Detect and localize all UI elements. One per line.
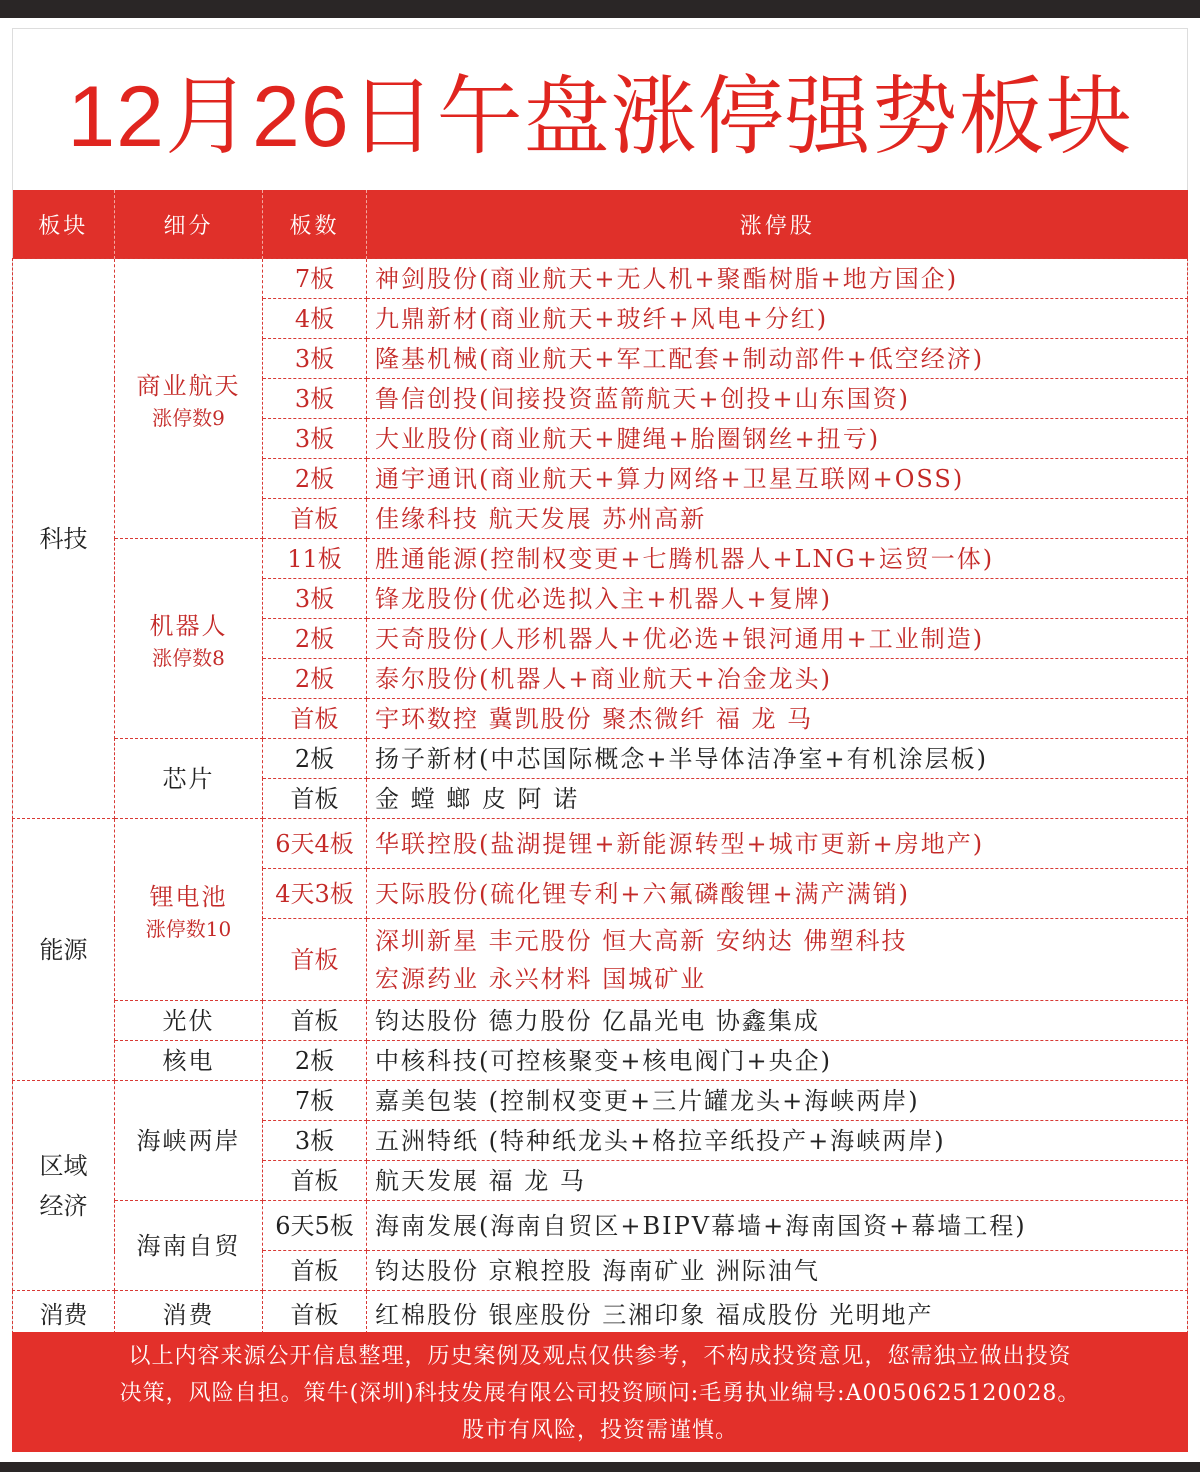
stocks-cell: [367, 259, 1188, 299]
stocks-cell: [367, 339, 1188, 379]
sector-cell: 能源: [13, 819, 115, 1081]
stock-list: 宏源药业 永兴材料 国城矿业: [375, 964, 707, 993]
stock-list: 隆基机械(商业航天+军工配套+制动部件+低空经济): [375, 344, 985, 373]
disclaimer: [12, 1332, 1188, 1452]
stock-list: 华联控股(盐湖提锂+新能源转型+城市更新+房地产): [375, 829, 985, 858]
boards-cell: 首板: [263, 919, 367, 1001]
stock-list: 中核科技(可控核聚变+核电阀门+央企): [375, 1046, 832, 1075]
boards-cell: 3板: [263, 339, 367, 379]
subsector-cell: [115, 819, 263, 1001]
subsector-name: 商业航天: [136, 371, 241, 400]
subsector-cell: [115, 739, 263, 819]
table-row: [13, 1001, 1188, 1041]
top-bar: [0, 0, 1200, 18]
subsector-name: 核电: [162, 1046, 215, 1075]
table-row: [13, 539, 1188, 579]
stock-list: 大业股份(商业航天+腱绳+胎圈钢丝+扭亏): [375, 424, 881, 453]
stock-list: 海南发展(海南自贸区+BIPV幕墙+海南国资+幕墙工程): [375, 1211, 1027, 1240]
limit-up-count: 涨停数10: [145, 916, 232, 941]
stock-list: 九鼎新材(商业航天+玻纤+风电+分红): [375, 304, 829, 333]
stock-list: 红棉股份 银座股份 三湘印象 福成股份 光明地产: [375, 1300, 934, 1329]
boards-cell: 2板: [263, 459, 367, 499]
boards-cell: 2板: [263, 739, 367, 779]
stocks-cell: [367, 1041, 1188, 1081]
stocks-cell: [367, 539, 1188, 579]
limit-up-count: 涨停数8: [152, 645, 225, 670]
boards-cell: 7板: [263, 1081, 367, 1121]
boards-cell: 2板: [263, 619, 367, 659]
subsector-name: 光伏: [162, 1006, 215, 1035]
boards-cell: 首板: [263, 1001, 367, 1041]
stocks-cell: [367, 739, 1188, 779]
stocks-cell: [367, 299, 1188, 339]
boards-cell: 4板: [263, 299, 367, 339]
table-header: [13, 190, 1188, 259]
subsector-cell: [115, 1201, 263, 1291]
stocks-cell: [367, 779, 1188, 819]
boards-cell: 首板: [263, 1291, 367, 1339]
stock-list: 锋龙股份(优必选拟入主+机器人+复牌): [375, 584, 832, 613]
stock-list: 泰尔股份(机器人+商业航天+冶金龙头): [375, 664, 832, 693]
table-row: [13, 1201, 1188, 1251]
header-boards: 板数: [263, 190, 367, 259]
subsector-cell: [115, 1041, 263, 1081]
stocks-cell: [367, 1201, 1188, 1251]
table-row: [13, 1041, 1188, 1081]
stocks-cell: [367, 579, 1188, 619]
subsector-name: 海峡两岸: [136, 1126, 241, 1155]
stocks-cell: [367, 1251, 1188, 1291]
subsector-name: 芯片: [162, 764, 215, 793]
subsector-cell: [115, 1001, 263, 1041]
stock-list: 钧达股份 京粮控股 海南矿业 洲际油气: [375, 1256, 820, 1285]
stock-list: 金 螳 螂 皮 阿 诺: [375, 784, 580, 813]
stock-list: 胜通能源(控制权变更+七腾机器人+LNG+运贸一体): [375, 544, 995, 573]
boards-cell: 首板: [263, 1251, 367, 1291]
boards-cell: 首板: [263, 1161, 367, 1201]
table-row: [13, 1081, 1188, 1121]
disclaimer-line: 以上内容来源公开信息整理，历史案例及观点仅供参考，不构成投资意见，您需独立做出投资: [128, 1344, 1072, 1369]
boards-cell: 3板: [263, 579, 367, 619]
boards-cell: 7板: [263, 259, 367, 299]
header-sector: 板块: [13, 190, 115, 259]
stock-list: 天奇股份(人形机器人+优必选+银河通用+工业制造): [375, 624, 985, 653]
subsector-cell: [115, 539, 263, 739]
boards-cell: 首板: [263, 699, 367, 739]
stock-list: 鲁信创投(间接投资蓝箭航天+创投+山东国资): [375, 384, 910, 413]
boards-cell: 6天4板: [263, 819, 367, 869]
boards-cell: 2板: [263, 659, 367, 699]
header-subsector: 细分: [115, 190, 263, 259]
boards-cell: 首板: [263, 499, 367, 539]
stocks-cell: [367, 1121, 1188, 1161]
boards-cell: 3板: [263, 419, 367, 459]
stocks-cell: [367, 459, 1188, 499]
stock-list: 航天发展 福 龙 马: [375, 1166, 586, 1195]
subsector-cell: [115, 1081, 263, 1201]
stock-list: 嘉美包装 (控制权变更+三片罐龙头+海峡两岸): [375, 1086, 920, 1115]
stocks-cell: [367, 819, 1188, 869]
subsector-cell: [115, 259, 263, 539]
header-stocks: 涨停股: [367, 190, 1188, 259]
table-row: [13, 259, 1188, 299]
page-title: 12月26日午盘涨停强势板块: [67, 69, 1133, 165]
subsector-name: 机器人: [149, 611, 228, 640]
stocks-cell: [367, 699, 1188, 739]
subsector-name: 锂电池: [149, 882, 228, 911]
table-row: [13, 819, 1188, 869]
boards-cell: 首板: [263, 779, 367, 819]
stock-list: 五洲特纸 (特种纸龙头+格拉辛纸投产+海峡两岸): [375, 1126, 946, 1155]
bottom-bar: [0, 1462, 1200, 1472]
sector-cell: 区域经济: [13, 1081, 115, 1291]
stocks-cell: [367, 659, 1188, 699]
stocks-cell: [367, 1081, 1188, 1121]
disclaimer-line: 股市有风险，投资需谨慎。: [461, 1418, 738, 1443]
stock-list: 通宇通讯(商业航天+算力网络+卫星互联网+OSS): [375, 464, 965, 493]
stock-list: 天际股份(硫化锂专利+六氟磷酸锂+满产满销): [375, 879, 910, 908]
table-body: [13, 259, 1188, 1339]
boards-cell: 2板: [263, 1041, 367, 1081]
stocks-cell: [367, 499, 1188, 539]
sector-cell: 消费: [13, 1291, 115, 1339]
sector-cell: 科技: [13, 259, 115, 819]
stock-list: 扬子新材(中芯国际概念+半导体洁净室+有机涂层板): [375, 744, 988, 773]
subsector-name: 海南自贸: [136, 1231, 241, 1260]
table-row: [13, 739, 1188, 779]
stock-list: 佳缘科技 航天发展 苏州高新: [375, 504, 707, 533]
disclaimer-line: 决策，风险自担。策牛(深圳)科技发展有限公司投资顾问:毛勇执业编号:A0050625120028。: [119, 1381, 1081, 1406]
stocks-cell: [367, 869, 1188, 919]
boards-cell: 11板: [263, 539, 367, 579]
stocks-cell: [367, 379, 1188, 419]
limit-up-table: [12, 190, 1188, 1339]
stocks-cell: [367, 419, 1188, 459]
stock-list: 宇环数控 冀凯股份 聚杰微纤 福 龙 马: [375, 704, 814, 733]
stock-list: 神剑股份(商业航天+无人机+聚酯树脂+地方国企): [375, 264, 959, 293]
boards-cell: 3板: [263, 379, 367, 419]
boards-cell: 6天5板: [263, 1201, 367, 1251]
stocks-cell: [367, 919, 1188, 1001]
stock-list: 深圳新星 丰元股份 恒大高新 安纳达 佛塑科技: [375, 926, 908, 955]
boards-cell: 3板: [263, 1121, 367, 1161]
subsector-name: 消费: [162, 1300, 215, 1329]
stock-list: 钧达股份 德力股份 亿晶光电 协鑫集成: [375, 1006, 820, 1035]
stocks-cell: [367, 619, 1188, 659]
limit-up-count: 涨停数9: [152, 405, 225, 430]
stocks-cell: [367, 1161, 1188, 1201]
stocks-cell: [367, 1001, 1188, 1041]
boards-cell: 4天3板: [263, 869, 367, 919]
